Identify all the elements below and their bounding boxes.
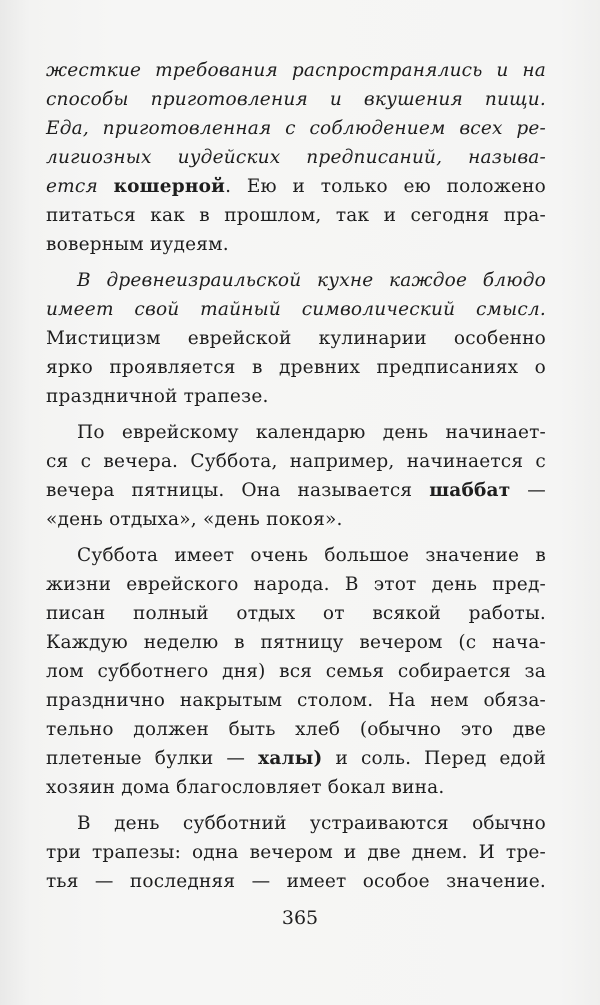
text-run: три трапезы: одна вечером и две днем. И тре- [46,842,546,863]
italic-text: способы приготовления и вкушения пищи. [46,89,546,110]
text-line [46,143,546,172]
text-line [46,382,546,411]
text-run: воверным иудеям. [46,234,229,255]
italic-text: Еда, приготовленная с соблюдением всех ре- [46,118,546,139]
text-line [46,353,546,382]
bold-term: халы) [258,748,323,769]
text-line [46,867,546,896]
text-line [46,809,546,838]
text-line [46,114,546,143]
text-line [46,201,546,230]
text-line [46,230,546,259]
page-number: 365 [281,907,319,929]
text-run: ярко проявляется в древних предписаниях о [46,357,546,378]
paragraph-gap [46,534,546,541]
italic-text: жесткие требования распространялись и на [46,60,546,81]
text-line [46,447,546,476]
text-run: тельно должен быть хлеб (обычно это две [46,719,546,740]
text-run: вечера пятницы. Она называется [46,480,430,501]
text-run: лом субботнего дня) вся семья собирается за [46,661,546,682]
bold-term: кошерной [113,176,226,197]
bold-term: шаббат [429,480,511,501]
text-line [46,324,546,353]
text-line [46,838,546,867]
text-line [46,599,546,628]
paragraph [46,541,546,802]
italic-text: ется [46,176,114,197]
text-run: праздничной трапезе. [46,386,269,407]
text-run: празднично накрытым столом. На нем обяза- [46,690,546,711]
italic-text: В древнеизраильской кухне каждое блюдо [77,270,546,291]
text-line [46,418,546,447]
italic-text: лигиозных иудейских предписаний, называ- [46,147,546,168]
text-line [46,570,546,599]
text-run: В день субботний устраиваются обычно [77,813,546,834]
text-run: Каждую неделю в пятницу вечером (с нача- [46,632,546,653]
text-line [46,541,546,570]
text-run: тья — последняя — имеет особое значение. [46,871,546,892]
paragraph-gap [46,259,546,266]
text-run: — [510,480,546,501]
page-body [46,56,546,896]
text-run: Мистицизм еврейской кулинарии особенно [46,328,546,349]
text-run: питаться как в прошлом, так и сегодня пра- [46,205,546,226]
text-line [46,628,546,657]
text-line [46,295,546,324]
text-run: жизни еврейского народа. В этот день пред- [46,574,546,595]
paragraph [46,266,546,411]
paragraph-gap [46,802,546,809]
text-line [46,266,546,295]
text-run: Суббота имеет очень большое значение в [77,545,546,566]
paragraph-gap [46,411,546,418]
text-line [46,744,546,773]
text-line [46,172,546,201]
paragraph [46,809,546,896]
text-run: и соль. Перед едой [322,748,546,769]
text-line [46,773,546,802]
text-run: писан полный отдых от всякой работы. [46,603,546,624]
text-line [46,476,546,505]
text-line [46,715,546,744]
paragraph [46,418,546,534]
text-run: хозяин дома благословляет бокал вина. [46,777,445,798]
text-line [46,686,546,715]
text-run: По еврейскому календарю день начинает- [77,422,546,443]
text-run: плетеные булки — [46,748,259,769]
paragraph [46,56,546,259]
text-line [46,657,546,686]
text-line [46,85,546,114]
text-run: ся с вечера. Суббота, например, начинается с [46,451,546,472]
text-run: . Ею и только ею положено [225,176,546,197]
text-run: «день отдыха», «день покоя». [46,509,343,530]
italic-text: имеет свой тайный символический смысл. [46,299,546,320]
text-line [46,56,546,85]
text-line [46,505,546,534]
